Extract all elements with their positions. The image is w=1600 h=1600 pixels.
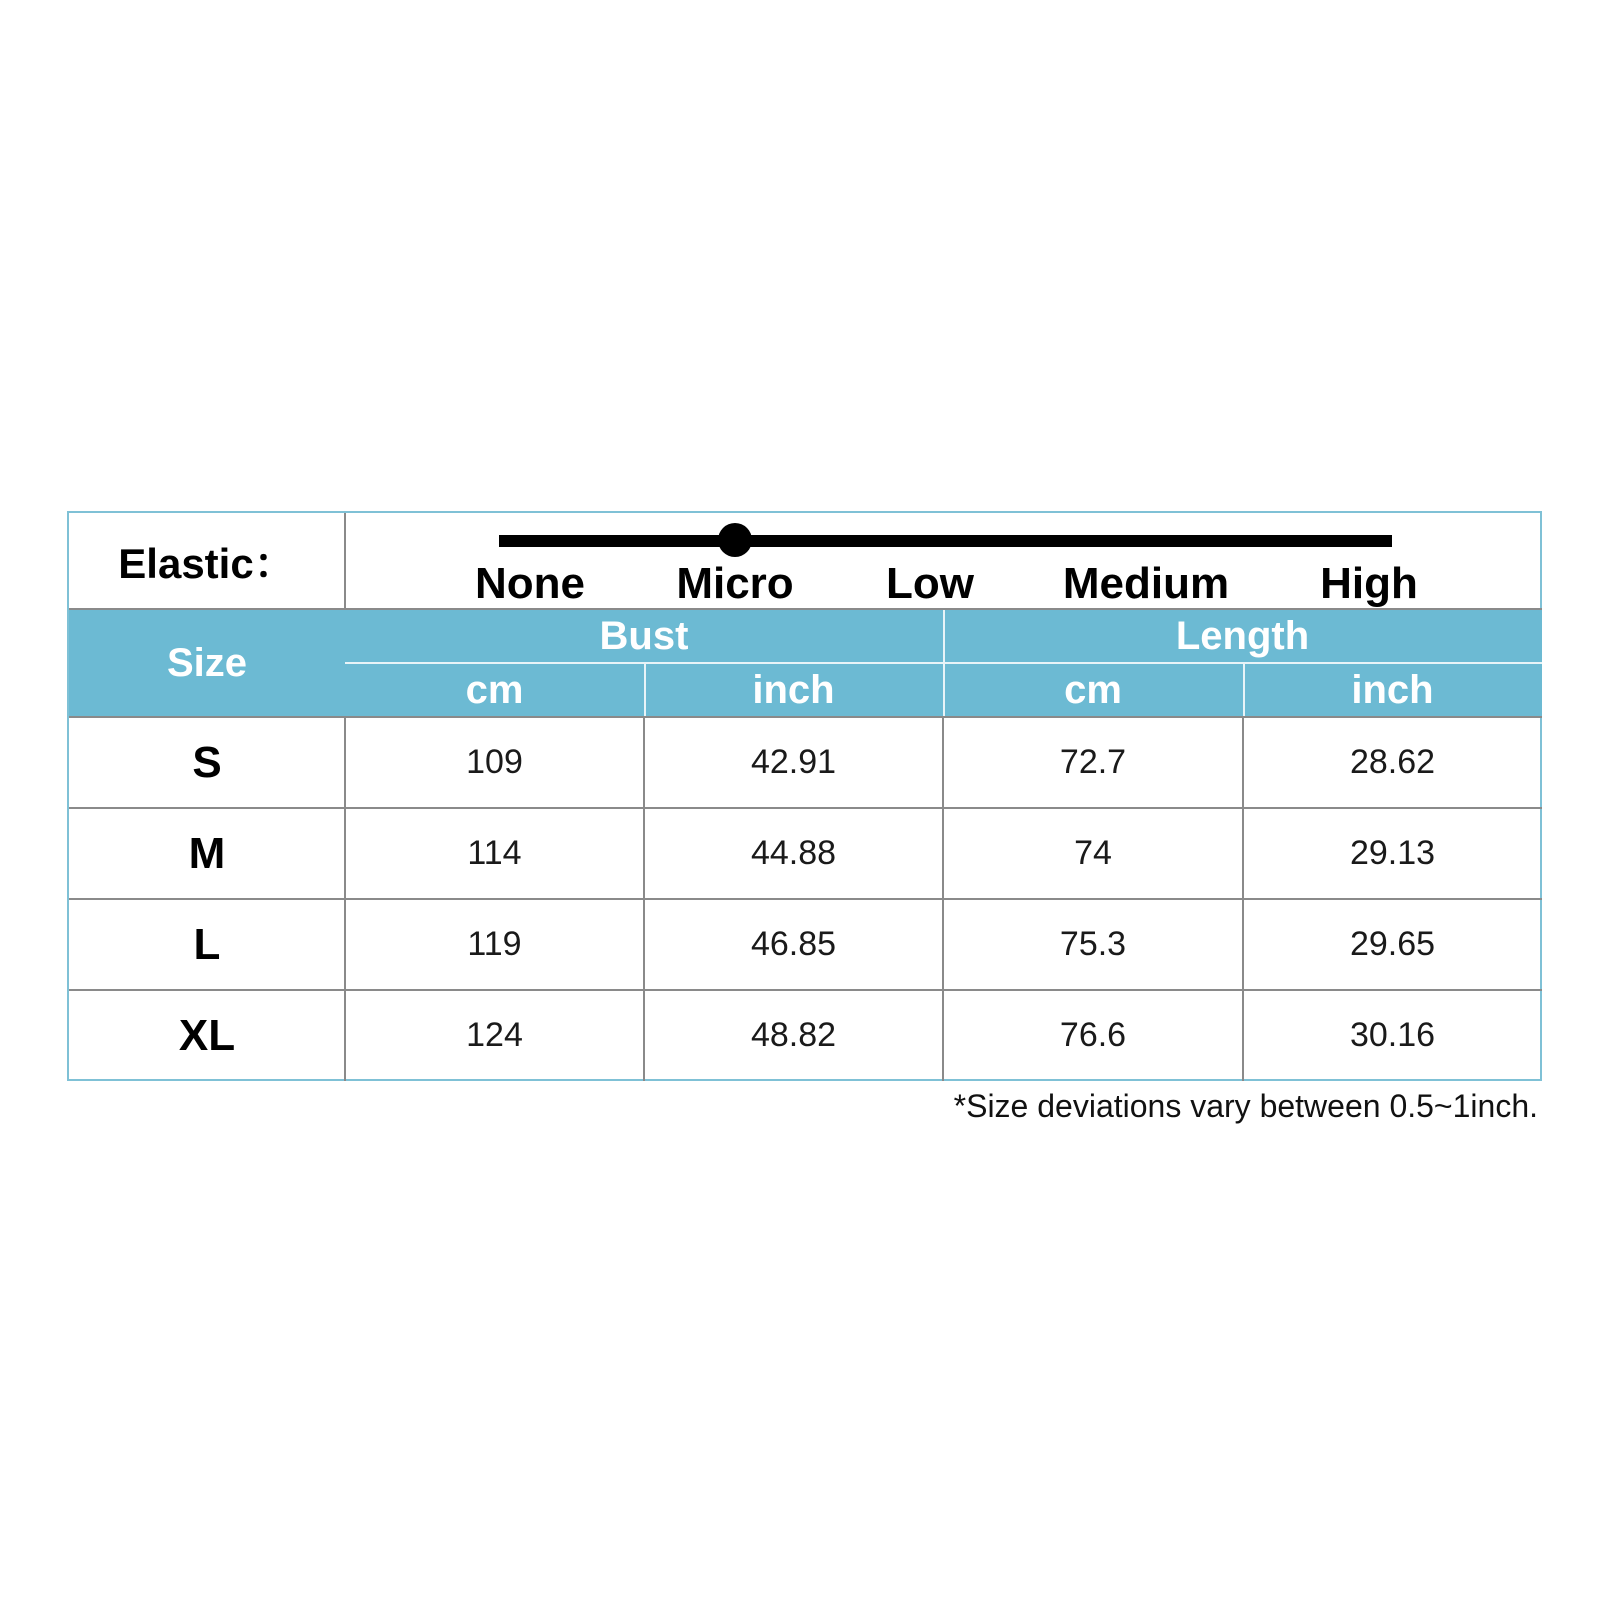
cell-value: 119 <box>467 925 522 963</box>
cell-value: 75.3 <box>1059 925 1127 963</box>
table-row-l-size <box>69 899 345 990</box>
table-cell <box>943 899 1243 990</box>
unit-label: cm <box>1064 667 1122 712</box>
unit-label: inch <box>1351 667 1434 712</box>
table-row-m-size <box>69 808 345 899</box>
cell-value: 30.16 <box>1349 1016 1436 1054</box>
cell-value: 28.62 <box>1349 743 1436 781</box>
elastic-scale-marker <box>718 523 752 557</box>
grid-line <box>69 807 1542 809</box>
header-divider <box>644 663 646 717</box>
size-header-cell-text <box>69 609 345 717</box>
unit-header-bust-inch <box>644 663 943 717</box>
cell-value: 48.82 <box>750 1016 837 1054</box>
elastic-level-high: High <box>1320 559 1418 608</box>
cell-value: 42.91 <box>750 743 837 781</box>
grid-line <box>344 513 346 609</box>
size-label: XL <box>178 1010 236 1060</box>
elastic-label-cell <box>69 513 345 609</box>
elastic-level-medium: Medium <box>1062 559 1230 608</box>
size-deviation-footnote: *Size deviations vary between 0.5~1inch. <box>953 1088 1538 1124</box>
unit-header-length-cm <box>943 663 1243 717</box>
cell-value: 72.7 <box>1059 743 1127 781</box>
table-cell <box>644 717 943 808</box>
cell-value: 29.65 <box>1349 925 1436 963</box>
elastic-scale <box>345 513 1542 609</box>
unit-header-length-inch <box>1243 663 1542 717</box>
table-cell <box>1243 808 1542 899</box>
elastic-label: Elastic： <box>118 540 296 587</box>
length-group-header <box>943 609 1542 663</box>
elastic-level-low: Low <box>886 559 974 608</box>
cell-value: 114 <box>467 834 522 872</box>
table-row-xl-size <box>69 990 345 1081</box>
table-cell <box>1243 717 1542 808</box>
size-label: S <box>192 737 222 787</box>
table-cell <box>345 717 644 808</box>
size-header: Size <box>166 640 248 685</box>
cell-value: 29.13 <box>1349 834 1436 872</box>
length-header: Length <box>1175 613 1310 658</box>
header-divider <box>943 609 945 717</box>
table-cell <box>345 899 644 990</box>
table-cell <box>943 990 1243 1081</box>
cell-value: 76.6 <box>1059 1016 1127 1054</box>
table-cell <box>644 990 943 1081</box>
table-cell <box>345 990 644 1081</box>
unit-label: cm <box>465 667 524 712</box>
header-divider <box>1243 663 1245 717</box>
unit-label: inch <box>752 667 835 712</box>
unit-header-bust-cm <box>345 663 644 717</box>
table-cell <box>345 808 644 899</box>
table-cell <box>644 808 943 899</box>
elastic-scale-bar <box>499 535 1392 547</box>
elastic-level-none: None <box>475 559 585 608</box>
bust-header: Bust <box>599 613 689 658</box>
grid-line <box>69 608 1542 610</box>
grid-line <box>69 898 1542 900</box>
elastic-level-micro: Micro <box>676 559 794 608</box>
size-label: L <box>193 919 221 969</box>
bust-group-header <box>345 609 943 663</box>
size-label: M <box>188 828 226 878</box>
table-row-s-size <box>69 717 345 808</box>
cell-value: 44.88 <box>750 834 837 872</box>
cell-value: 74 <box>1074 834 1112 872</box>
table-cell <box>1243 899 1542 990</box>
table-cell <box>943 808 1243 899</box>
cell-value: 109 <box>466 743 523 781</box>
grid-line <box>69 989 1542 991</box>
size-chart-table <box>67 511 1542 1081</box>
cell-value: 124 <box>466 1016 523 1054</box>
table-cell <box>644 899 943 990</box>
grid-line <box>69 716 1542 718</box>
table-cell <box>943 717 1243 808</box>
cell-value: 46.85 <box>750 925 837 963</box>
table-cell <box>1243 990 1542 1081</box>
